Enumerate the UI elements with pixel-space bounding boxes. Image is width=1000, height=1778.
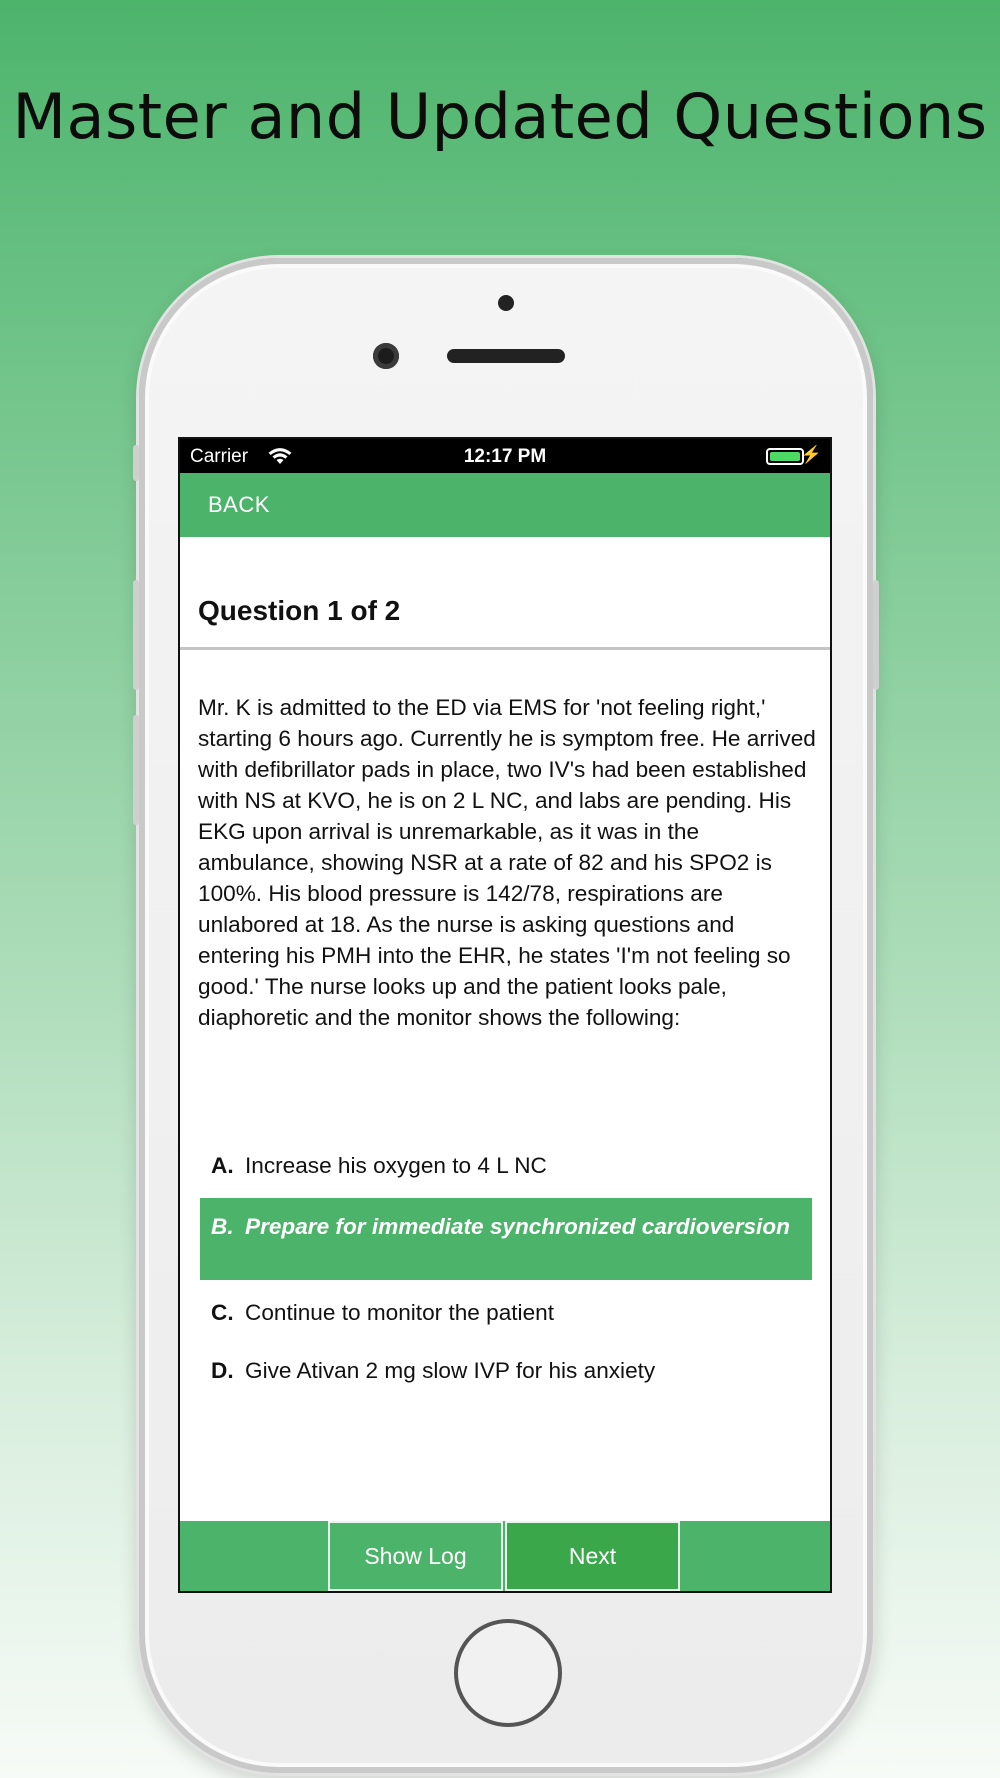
answer-option-c[interactable]	[200, 1280, 812, 1339]
next-button[interactable]: Next	[505, 1521, 680, 1591]
show-log-button[interactable]: Show Log	[328, 1521, 503, 1591]
answer-list	[200, 1139, 812, 1398]
question-text: Mr. K is admitted to the ED via EMS for 'not feeling right,' starting 6 hours ago. Currently he is symptom free. He arrived with defibrillator pads in place, two IV's had been established with NS at KVO, he is on 2 L NC, and labs are pending. His EKG upon arrival is unremarkable, as it was in the ambulance, showing NSR at a rate of 82 and his SPO2 is 100%. His blood pressure is 142/78, respirations are unlabored at 18. As the nurse is asking questions and entering his PMH into the EHR, he states 'I'm not feeling so good.' The nurse looks up and the patient looks pale, diaphoretic and the monitor shows the following:	[198, 695, 816, 1030]
battery-icon	[766, 448, 804, 465]
earpiece-speaker	[447, 349, 565, 363]
question-header	[180, 537, 830, 650]
bottom-toolbar	[180, 1521, 830, 1591]
question-title: Question 1 of 2	[198, 595, 401, 626]
answer-letter: C.	[211, 1300, 234, 1325]
volume-down-button	[133, 715, 139, 825]
answer-text: Increase his oxygen to 4 L NC	[245, 1153, 547, 1178]
mute-switch	[133, 445, 139, 481]
answer-letter: A.	[211, 1153, 234, 1178]
answer-option-b[interactable]	[200, 1198, 812, 1280]
answer-letter: D.	[211, 1358, 234, 1383]
carrier-label: Carrier	[190, 446, 249, 467]
volume-up-button	[133, 580, 139, 690]
answer-option-a[interactable]	[200, 1139, 812, 1198]
app-screen	[178, 437, 832, 1593]
back-button[interactable]: BACK	[208, 492, 270, 517]
status-time: 12:17 PM	[463, 446, 547, 467]
proximity-sensor	[498, 295, 514, 311]
power-button	[873, 580, 879, 690]
answer-text: Prepare for immediate synchronized cardioversion	[245, 1214, 790, 1239]
answer-option-d[interactable]	[200, 1339, 812, 1398]
nav-bar	[180, 473, 830, 537]
answer-text: Continue to monitor the patient	[245, 1300, 554, 1325]
bolt-icon: ⚡	[800, 445, 822, 464]
home-button[interactable]	[454, 1619, 562, 1727]
front-camera-icon	[373, 343, 399, 369]
answer-text: Give Ativan 2 mg slow IVP for his anxiety	[245, 1358, 656, 1383]
status-bar	[180, 439, 830, 473]
headline: Master and Updated Questions	[12, 80, 988, 153]
answer-letter: B.	[211, 1214, 234, 1239]
